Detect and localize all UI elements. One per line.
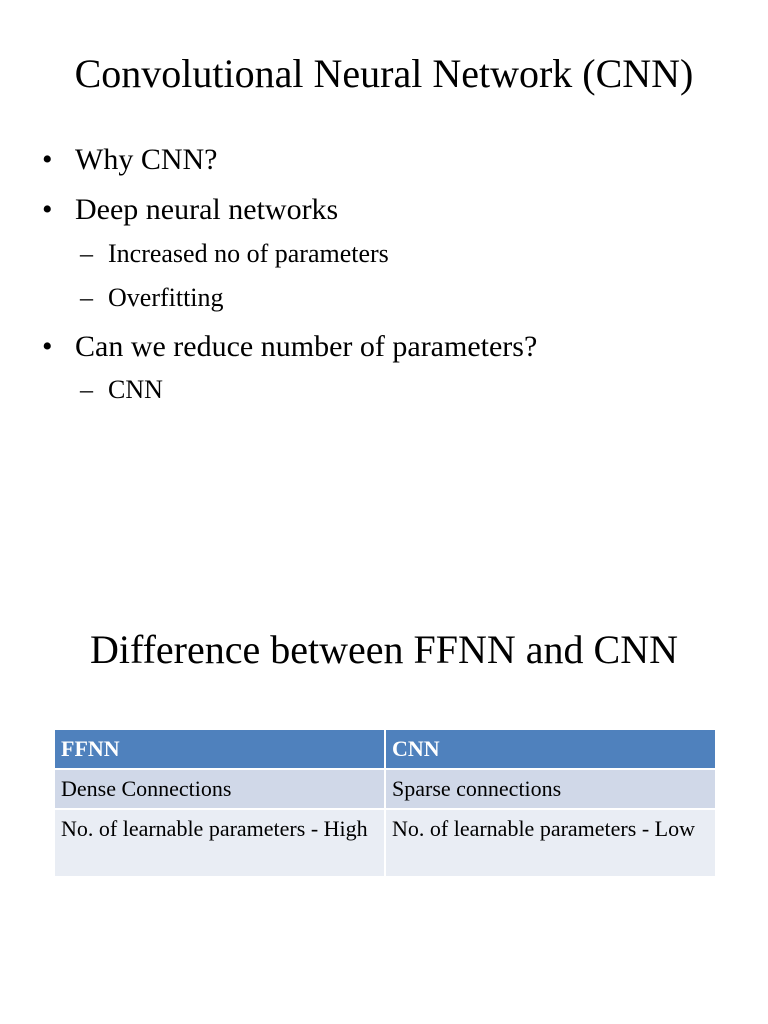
sub-bullet-dash: – bbox=[80, 239, 93, 268]
table-cell: Sparse connections bbox=[385, 769, 716, 809]
bullet-dot: • bbox=[42, 330, 53, 363]
bullet-dot: • bbox=[42, 193, 53, 226]
sub-bullet-item bbox=[80, 375, 163, 405]
comparison-table bbox=[53, 728, 717, 878]
slide-title: Convolutional Neural Network (CNN) bbox=[74, 51, 694, 96]
table-cell: No. of learnable parameters - Low bbox=[385, 809, 716, 877]
sub-bullet-text: Increased no of parameters bbox=[108, 239, 389, 268]
table-cell: No. of learnable parameters - High bbox=[54, 809, 385, 877]
bullet-item bbox=[42, 142, 217, 178]
table-cell: Dense Connections bbox=[54, 769, 385, 809]
table-header-cell: FFNN bbox=[54, 729, 385, 769]
table-row bbox=[54, 809, 716, 877]
slide-ffnn-vs-cnn bbox=[0, 512, 768, 1024]
table-header-cell: CNN bbox=[385, 729, 716, 769]
sub-bullet-text: Overfitting bbox=[108, 283, 224, 312]
bullet-text: Can we reduce number of parameters? bbox=[75, 330, 538, 363]
bullet-item bbox=[42, 329, 537, 365]
sub-bullet-item bbox=[80, 283, 224, 313]
sub-bullet-dash: – bbox=[80, 375, 93, 404]
bullet-item bbox=[42, 192, 338, 228]
sub-bullet-text: CNN bbox=[108, 375, 163, 404]
sub-bullet-item bbox=[80, 239, 389, 269]
bullet-text: Deep neural networks bbox=[75, 193, 339, 226]
table-header-row bbox=[54, 729, 716, 769]
bullet-text: Why CNN? bbox=[75, 143, 218, 176]
slide-title: Difference between FFNN and CNN bbox=[90, 627, 678, 672]
sub-bullet-dash: – bbox=[80, 283, 93, 312]
table-row bbox=[54, 769, 716, 809]
bullet-dot: • bbox=[42, 143, 53, 176]
